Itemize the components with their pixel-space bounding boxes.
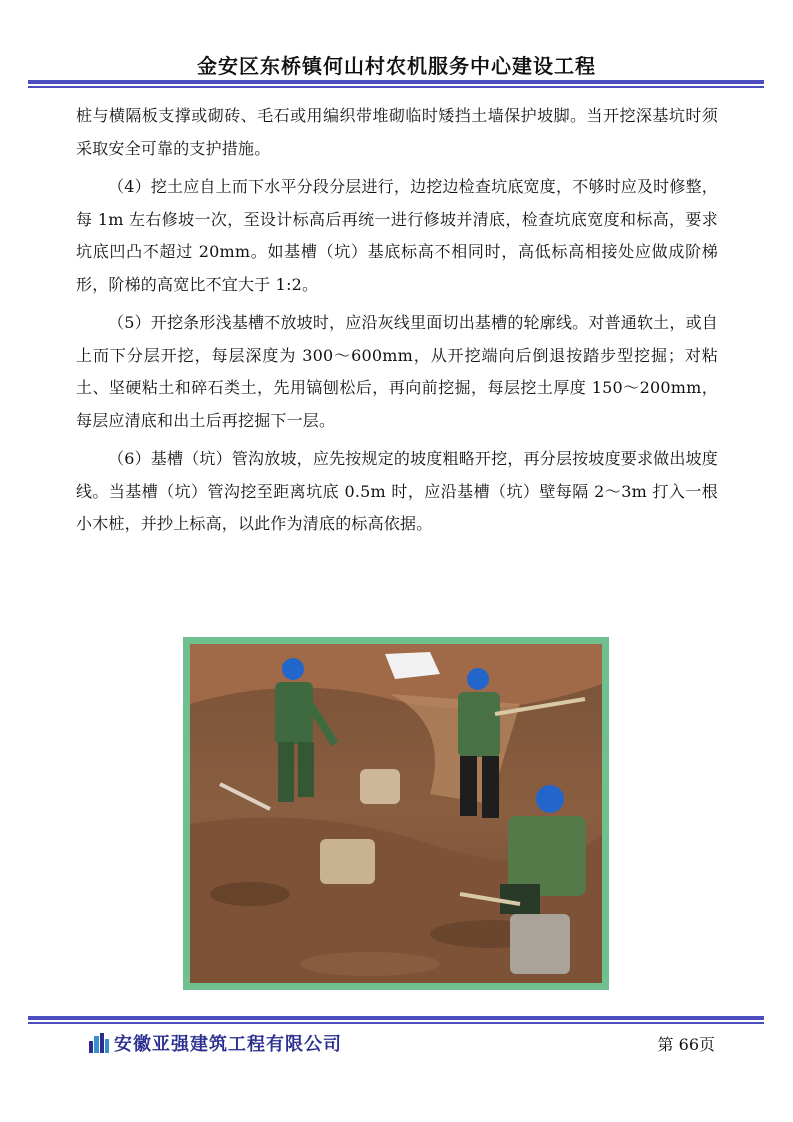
building-logo-icon — [88, 1033, 110, 1053]
footer-company — [88, 1030, 342, 1056]
company-name: 安徽亚强建筑工程有限公司 — [114, 1034, 342, 1055]
document-body — [76, 100, 718, 541]
page-number: 第 66页 — [657, 1035, 715, 1054]
footer-divider — [28, 1016, 764, 1024]
header-title: 金安区东桥镇何山村农机服务中心建设工程 — [197, 54, 596, 78]
header-divider — [28, 80, 764, 88]
excavation-workers-photo — [190, 644, 602, 983]
paragraph-item-4: （4）挖土应自上而下水平分段分层进行，边挖边检查坑底宽度，不够时应及时修整，每 1m 左右修坡一次，至设计标高后再统一进行修坡并清底，检查坑底宽度和标高，要求坑底凹凸不超过 20mm。如基槽（坑）基底标高不相同时，高低标高相接处应做成阶梯形，阶梯的高宽比不宜大于 1:2。 — [76, 177, 718, 294]
excavation-photo-frame — [183, 637, 609, 990]
paragraph-item-5: （5）开挖条形浅基槽不放坡时，应沿灰线里面切出基槽的轮廓线。对普通软土，或自上而下分层开挖，每层深度为 300～600mm，从开挖端向后倒退按踏步型挖掘；对粘土、坚硬粘土和碎石类土，先用镐刨松后，再向前挖掘，每层挖土厚度 150～200mm，每层应清底和出土后再挖掘下一层。 — [76, 313, 718, 430]
paragraph-item-6: （6）基槽（坑）管沟放坡，应先按规定的坡度粗略开挖，再分层按坡度要求做出坡度线。当基槽（坑）管沟挖至距离坑底 0.5m 时，应沿基槽（坑）壁每隔 2～3m 打入一根小木桩，并抄上标高，以此作为清底的标高依据。 — [76, 449, 718, 533]
paragraph-continuation: 桩与横隔板支撑或砌砖、毛石或用编织带堆砌临时矮挡土墙保护坡脚。当开挖深基坑时须采取安全可靠的支护措施。 — [76, 106, 718, 158]
